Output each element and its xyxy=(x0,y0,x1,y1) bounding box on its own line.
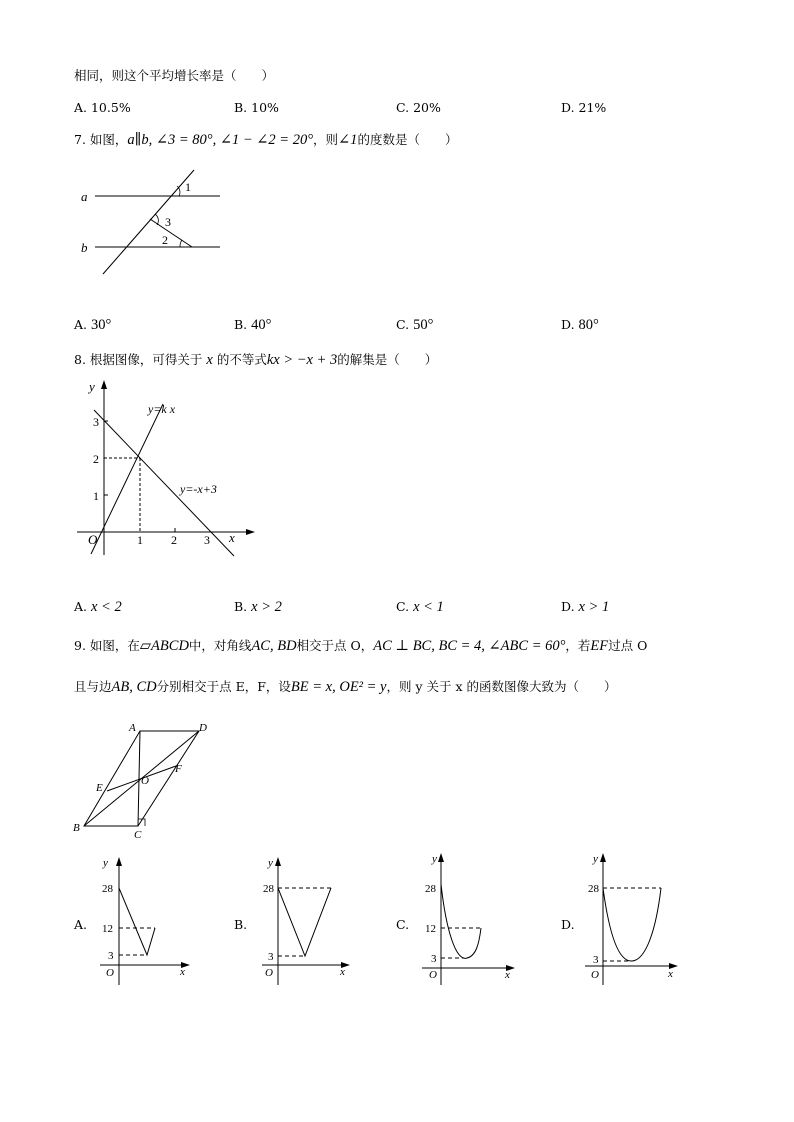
svg-text:y: y xyxy=(268,857,273,869)
svg-text:O: O xyxy=(429,969,437,981)
svg-text:x: x xyxy=(505,969,510,981)
svg-text:A: A xyxy=(129,722,136,734)
q6-option-a[interactable]: A. 10.5% xyxy=(74,100,131,115)
svg-text:12: 12 xyxy=(425,923,436,935)
svg-text:28: 28 xyxy=(263,883,274,895)
line2-label: y=-x+3 xyxy=(180,482,217,496)
svg-text:3: 3 xyxy=(431,953,437,965)
svg-text:E: E xyxy=(96,782,103,794)
q9-option-b-label[interactable]: B. xyxy=(234,917,248,932)
q8-option-b[interactable]: B. x > 2 xyxy=(234,599,282,615)
svg-text:28: 28 xyxy=(425,883,436,895)
q9-option-a-label[interactable]: A. xyxy=(74,917,88,932)
svg-text:B: B xyxy=(73,822,80,834)
q9-parallelogram: ▱ABCD xyxy=(139,638,189,654)
q7-option-a[interactable]: A. 30° xyxy=(74,317,112,333)
svg-text:28: 28 xyxy=(588,883,599,895)
y-tick-2: 2 xyxy=(93,452,99,466)
svg-text:x: x xyxy=(180,966,185,978)
svg-text:y: y xyxy=(103,857,108,869)
y-tick-3: 3 xyxy=(93,415,99,429)
q6-option-d[interactable]: D. 21% xyxy=(561,100,607,115)
q8-stem: 8. 根据图像，可得关于 x 的不等式kx > −x + 3的解集是（ ） xyxy=(74,352,438,368)
q7-expression: a∥b, ∠3 = 80°, ∠1 − ∠2 = 20° xyxy=(127,132,314,148)
q7-option-d[interactable]: D. 80° xyxy=(561,317,599,333)
label-angle-2: 2 xyxy=(162,233,168,247)
q7-target-angle: ∠1 xyxy=(338,132,358,148)
x-tick-2: 2 xyxy=(171,533,177,547)
q7-option-c[interactable]: C. 50° xyxy=(396,317,434,333)
svg-text:3: 3 xyxy=(593,954,599,966)
svg-text:C: C xyxy=(134,829,142,841)
q8-option-c[interactable]: C. x < 1 xyxy=(396,599,444,615)
label-a: a xyxy=(81,189,88,204)
svg-text:D: D xyxy=(199,722,207,734)
q6-continuation: 相同，则这个平均增长率是（ ） xyxy=(74,68,275,83)
q9-option-d-label[interactable]: D. xyxy=(561,917,575,932)
q6-option-b[interactable]: B. 10% xyxy=(234,100,279,115)
svg-text:3: 3 xyxy=(108,950,114,962)
svg-text:O: O xyxy=(265,967,273,979)
q9-option-c-label[interactable]: C. xyxy=(396,917,410,932)
y-tick-1: 1 xyxy=(93,489,99,503)
svg-text:O: O xyxy=(141,775,149,787)
q9-stem-line1: 9. 如图，在▱ABCD中，对角线AC, BD相交于点 O，AC ⊥ BC, BC = 4, ∠ABC = 60°，若EF过点 O xyxy=(74,638,648,654)
label-b: b xyxy=(81,240,88,255)
q7-option-b[interactable]: B. 40° xyxy=(234,317,272,333)
svg-text:y: y xyxy=(593,853,598,865)
svg-text:28: 28 xyxy=(102,883,113,895)
q8-option-a[interactable]: A. x < 2 xyxy=(74,599,122,615)
svg-text:y: y xyxy=(432,853,437,865)
y-axis-label: y xyxy=(89,379,95,394)
svg-text:3: 3 xyxy=(268,951,274,963)
svg-text:12: 12 xyxy=(102,923,113,935)
x-tick-3: 3 xyxy=(204,533,210,547)
x-tick-1: 1 xyxy=(137,533,143,547)
x-axis-label: x xyxy=(229,530,235,545)
svg-text:x: x xyxy=(668,968,673,980)
label-angle-1: 1 xyxy=(185,180,191,194)
q6-option-c[interactable]: C. 20% xyxy=(396,100,441,115)
line1-label: y=k x xyxy=(148,402,176,416)
q9-stem-line2: 且与边AB, CD分别相交于点 E，F，设BE = x, OE² = y，则 y 关于 x 的函数图像大致为（ ） xyxy=(74,679,617,695)
svg-text:O: O xyxy=(591,969,599,981)
svg-text:F: F xyxy=(175,763,182,775)
origin-label: O xyxy=(88,532,98,547)
svg-text:O: O xyxy=(106,967,114,979)
q8-option-d[interactable]: D. x > 1 xyxy=(561,599,610,615)
label-angle-3: 3 xyxy=(165,215,171,229)
q8-inequality: kx > −x + 3 xyxy=(266,352,338,368)
q7-stem: 7. 如图，a∥b, ∠3 = 80°, ∠1 − ∠2 = 20°，则∠1的度数是（ ） xyxy=(74,132,458,148)
svg-text:x: x xyxy=(340,966,345,978)
